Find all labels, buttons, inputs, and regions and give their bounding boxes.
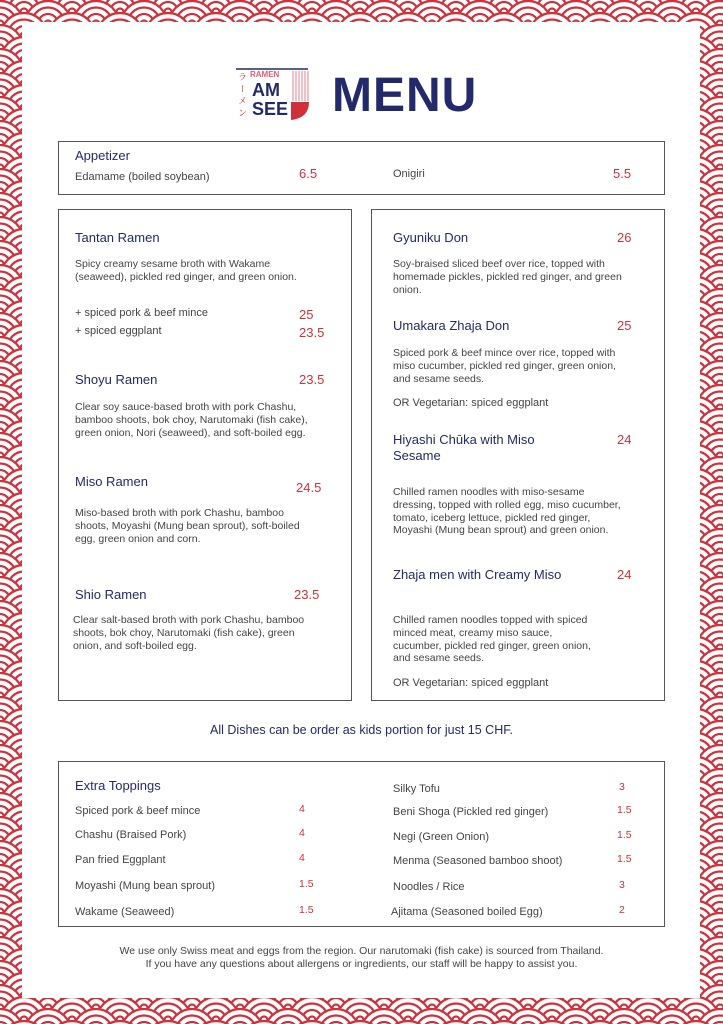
dish-name: Hiyashi Chūka with Miso Sesame <box>393 432 535 463</box>
dish-option-price: 25 <box>299 307 314 322</box>
dish-option: + spiced eggplant <box>75 325 162 337</box>
topping-name: Silky Tofu <box>393 783 440 795</box>
topping-price: 4 <box>299 852 305 864</box>
dish-price: 24 <box>617 432 632 447</box>
topping-price: 4 <box>299 827 305 839</box>
dish-price: 26 <box>617 230 632 245</box>
topping-name: Noodles / Rice <box>393 881 465 893</box>
dish-price: 24.5 <box>296 480 322 495</box>
appetizer-item-name: Edamame (boiled soybean) <box>75 171 210 183</box>
topping-name: Ajitama (Seasoned boiled Egg) <box>391 906 543 918</box>
dish-description: Spicy creamy sesame broth with Wakame (seaweed), pickled red ginger, and green onion. <box>75 258 297 283</box>
ramen-am-see-logo <box>236 68 310 122</box>
dish-name: Zhaja men with Creamy Miso <box>393 567 562 582</box>
dish-price: 24 <box>617 567 632 582</box>
dish-description: Spiced pork & beef mince over rice, topped with miso cucumber, pickled red ginger, green onion, and sesame seeds. <box>393 347 616 385</box>
dish-option: + spiced pork & beef mince <box>75 307 208 319</box>
logo-am-text: AM <box>252 80 280 100</box>
topping-price: 3 <box>619 879 625 891</box>
topping-name: Moyashi (Mung bean sprout) <box>75 880 216 892</box>
dish-name: Umakara Zhaja Don <box>393 318 510 333</box>
dish-price: 23.5 <box>299 372 325 387</box>
logo-see-text: SEE <box>252 99 289 119</box>
footer-line-2: If you have any questions about allergens or ingredients, our staff will be happy to assist you. <box>145 958 578 970</box>
topping-price: 1.5 <box>617 804 632 816</box>
dish-name: Gyuniku Don <box>393 230 469 245</box>
dish-description: Chilled ramen noodles topped with spiced minced meat, creamy miso sauce, cucumber, pickled red ginger, green onion, and sesame seeds. <box>393 614 591 665</box>
appetizer-item-price: 6.5 <box>299 166 318 181</box>
vegetarian-note: OR Vegetarian: spiced eggplant <box>393 397 549 409</box>
topping-price: 3 <box>619 781 625 793</box>
appetizer-item-name: Onigiri <box>393 168 425 180</box>
kids-portion-note: All Dishes can be order as kids portion for just 15 CHF. <box>210 723 513 737</box>
dish-price: 23.5 <box>294 587 320 602</box>
footer-line-1: We use only Swiss meat and eggs from the region. Our narutomaki (fish cake) is sourced from Thailand. <box>119 945 604 957</box>
dish-name: Shoyu Ramen <box>75 372 158 387</box>
dish-description: Miso-based broth with pork Chashu, bamboo shoots, Moyashi (Mung bean sprout), soft-boiled egg, green onion and corn. <box>75 507 300 545</box>
dish-name: Tantan Ramen <box>75 230 160 245</box>
topping-name: Menma (Seasoned bamboo shoot) <box>393 855 563 867</box>
appetizer-heading: Appetizer <box>75 148 130 163</box>
dish-description: Clear salt-based broth with pork Chashu, bamboo shoots, bok choy, Narutomaki (fish cake), green onion, and soft-boiled egg. <box>73 614 305 652</box>
topping-price: 1.5 <box>617 829 632 841</box>
topping-name: Pan fried Eggplant <box>75 854 166 866</box>
topping-price: 1.5 <box>299 904 314 916</box>
topping-name: Wakame (Seaweed) <box>75 906 175 918</box>
logo-ramen-text: RAMEN <box>250 70 280 79</box>
dish-description: Chilled ramen noodles with miso-sesame dressing, topped with rolled egg, miso cucumber, tomato, iceberg lettuce, pickled red ginger, Moyashi (Mung bean sprout) and green onion. <box>393 486 621 537</box>
dish-name: Miso Ramen <box>75 474 148 489</box>
topping-price: 2 <box>619 904 625 916</box>
topping-name: Beni Shoga (Pickled red ginger) <box>393 806 549 818</box>
dish-option-price: 23.5 <box>299 325 325 340</box>
extras-heading: Extra Toppings <box>75 778 161 793</box>
topping-price: 1.5 <box>299 878 314 890</box>
topping-name: Chashu (Braised Pork) <box>75 829 187 841</box>
appetizer-item-price: 5.5 <box>613 166 632 181</box>
appetizer-section <box>58 141 665 195</box>
dish-name: Shio Ramen <box>75 587 147 602</box>
vegetarian-note: OR Vegetarian: spiced eggplant <box>393 677 549 689</box>
topping-name: Negi (Green Onion) <box>393 831 489 843</box>
logo-kana-text: ラーメン <box>236 72 246 120</box>
dish-price: 25 <box>617 318 632 333</box>
topping-name: Spiced pork & beef mince <box>75 805 201 817</box>
page-title: MENU <box>332 69 478 122</box>
dish-description: Clear soy sauce-based broth with pork Chashu, bamboo shoots, bok choy, Narutomaki (fish cake), green onion, Nori (seaweed), and soft-boiled egg. <box>75 401 308 439</box>
dish-description: Soy-braised sliced beef over rice, topped with homemade pickles, pickled red ginger, and green onion. <box>393 258 622 296</box>
topping-price: 1.5 <box>617 853 632 865</box>
topping-price: 4 <box>299 803 305 815</box>
